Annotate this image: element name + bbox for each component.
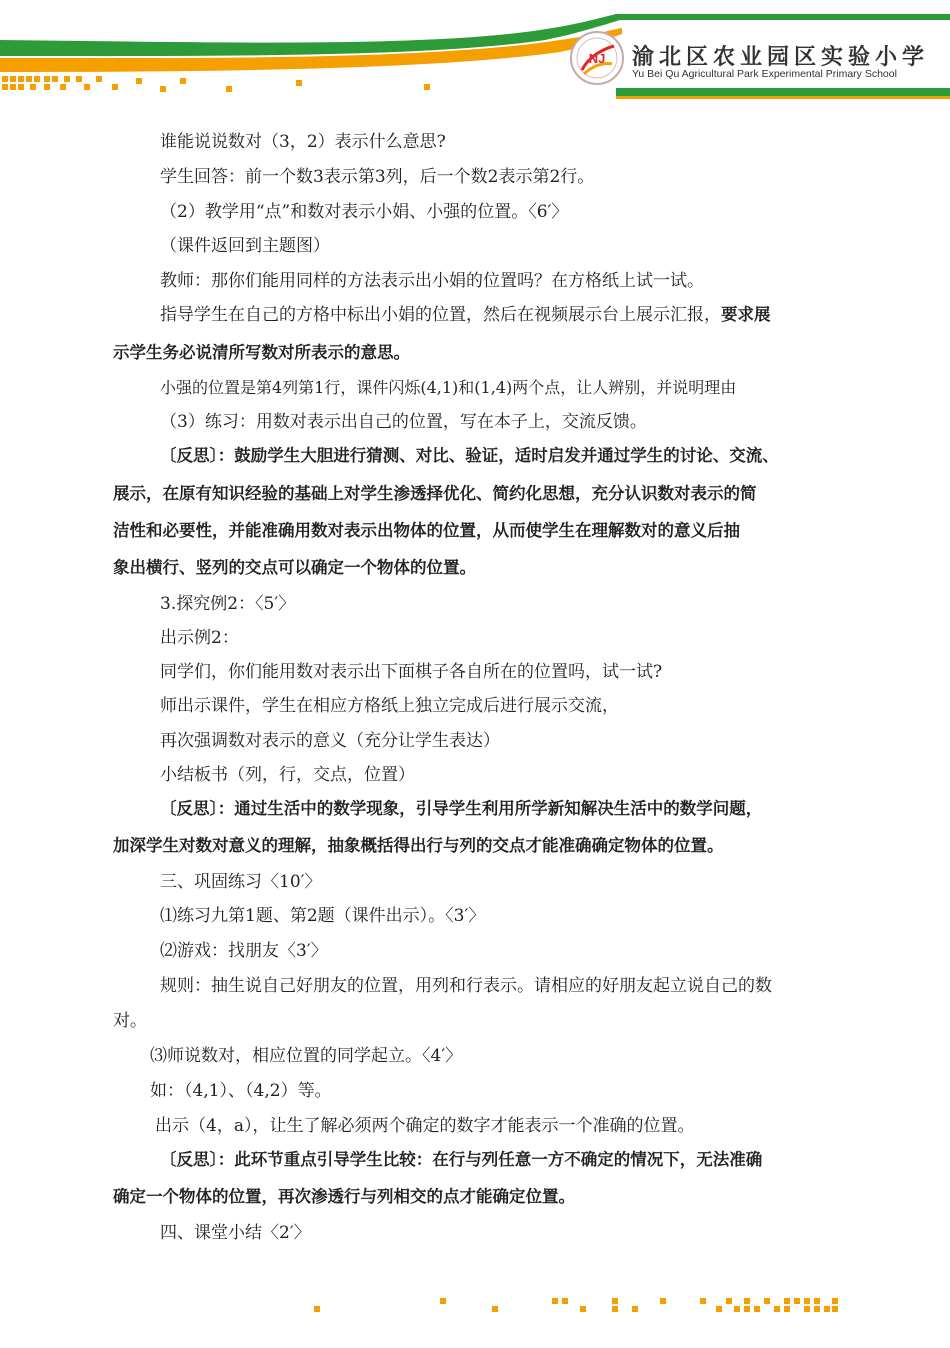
- paragraph-line: ⑵游戏：找朋友〈3′〉: [160, 941, 328, 961]
- paragraph-text: 指导学生在自己的方格中标出小娟的位置，然后在视频展示台上展示汇报，: [160, 305, 721, 325]
- paragraph-line: 教师：那你们能用同样的方法表示出小娟的位置吗？在方格纸上试一试。: [160, 271, 704, 291]
- paragraph-line: 谁能说说数对（3，2）表示什么意思?: [160, 132, 446, 152]
- paragraph-line: ⑴练习九第1题、第2题（课件出示）。〈3′〉: [160, 906, 486, 926]
- page-footer: [0, 1290, 950, 1344]
- bold-emphasis: 要求展: [721, 305, 771, 324]
- reflection-line: 〔反思〕：鼓励学生大胆进行猜测、对比、验证，适时启发并通过学生的讨论、交流、: [160, 446, 779, 465]
- paragraph-line: 学生回答：前一个数3表示第3列，后一个数2表示第2行。: [160, 167, 595, 187]
- paragraph-line-bold: 示学生务必说清所写数对所表示的意思。: [113, 343, 410, 362]
- paragraph-line: [160, 303, 771, 327]
- reflection-line: 〔反思〕：通过生活中的数学现象，引导学生利用所学新知解决生活中的数学问题，: [160, 799, 763, 818]
- reflection-line: 加深学生对数对意义的理解，抽象概括得出行与列的交点才能准确确定物体的位置。: [113, 836, 724, 855]
- school-name-chinese: 渝北区农业园区实验小学: [632, 45, 930, 70]
- paragraph-line: 再次强调数对表示的意义（充分让学生表达）: [160, 731, 500, 751]
- reflection-line: 〔反思〕：此环节重点引导学生比较：在行与列任意一方不确定的情况下，无法准确: [160, 1150, 763, 1169]
- section-heading: 3.探究例2：〈5′〉: [160, 594, 296, 614]
- paragraph-line: 如：（4,1）、（4,2）等。: [150, 1081, 332, 1101]
- reflection-line: 展示，在原有知识经验的基础上对学生渗透择优化、简约化思想，充分认识数对表示的简: [113, 484, 757, 503]
- svg-text:NJ: NJ: [588, 51, 606, 66]
- section-heading: 三、巩固练习〈10′〉: [160, 872, 322, 892]
- paragraph-line: 师出示课件，学生在相应方格纸上独立完成后进行展示交流，: [160, 696, 619, 716]
- paragraph-line: 对。: [113, 1011, 147, 1031]
- paragraph-line: （3）练习：用数对表示出自己的位置，写在本子上，交流反馈。: [160, 412, 647, 432]
- footer-dot-pattern: [0, 1290, 950, 1344]
- paragraph-line: （2）教学用“点”和数对表示小娟、小强的位置。〈6′〉: [160, 202, 569, 222]
- paragraph-line: 出示（4，a），让生了解必须两个确定的数字才能表示一个准确的位置。: [155, 1116, 695, 1136]
- reflection-line: 确定一个物体的位置，再次渗透行与列相交的点才能确定位置。: [113, 1187, 575, 1206]
- reflection-line: 洁性和必要性，并能准确用数对表示出物体的位置，从而使学生在理解数对的意义后抽: [113, 521, 740, 540]
- paragraph-line: 小强的位置是第4列第1行，课件闪烁(4,1)和(1,4)两个点，让人辨别，并说明理由: [160, 378, 737, 397]
- school-name-english: Yu Bei Qu Agricultural Park Experimental Primary School: [632, 68, 897, 80]
- section-heading: 四、课堂小结〈2′〉: [160, 1223, 311, 1243]
- page-header: [0, 0, 950, 100]
- school-logo: [571, 32, 623, 84]
- paragraph-line: （课件返回到主题图）: [160, 236, 330, 256]
- reflection-line: 象出横行、竖列的交点可以确定一个物体的位置。: [113, 558, 476, 577]
- paragraph-line: ⑶师说数对，相应位置的同学起立。〈4′〉: [150, 1046, 463, 1066]
- paragraph-line: 小结板书（列，行，交点，位置）: [160, 765, 415, 785]
- paragraph-line: 规则：抽生说自己好朋友的位置，用列和行表示。请相应的好朋友起立说自己的数: [160, 976, 772, 996]
- paragraph-line: 出示例2：: [160, 628, 239, 648]
- paragraph-line: 同学们，你们能用数对表示出下面棋子各自所在的位置吗，试一试?: [160, 662, 663, 682]
